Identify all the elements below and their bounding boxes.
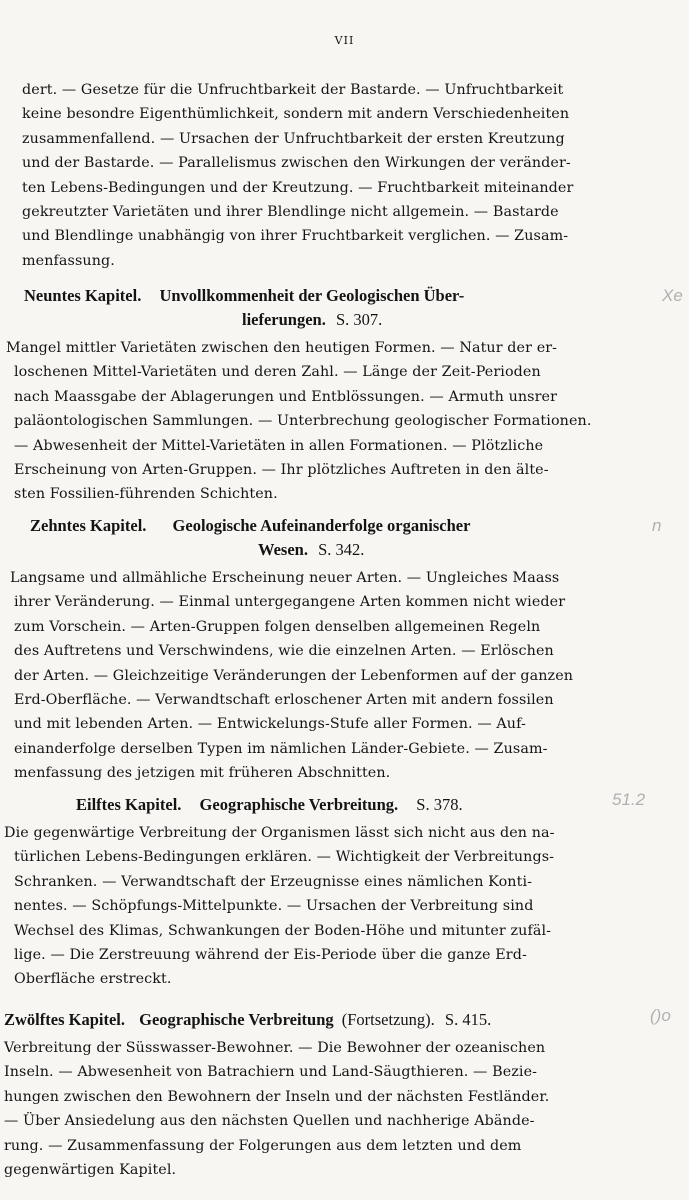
chapter-label: Zwölftes Kapitel. (4, 1010, 125, 1029)
text-line: Erd-Oberfläche. — Verwandtschaft erloschener Arten mit andern fossilen (14, 692, 554, 709)
chapter-label: Neuntes Kapitel. (24, 286, 142, 305)
text-line: Wechsel des Klimas, Schwankungen der Boden-Höhe und mitunter zufäl- (14, 922, 552, 939)
chapter-title: Geologische Aufeinanderfolge organischer (172, 516, 471, 535)
text-line: Langsame und allmähliche Erscheinung neuer Arten. — Ungleiches Maass (10, 570, 560, 586)
text-line: Erscheinung von Arten-Gruppen. — Ihr plötzliches Auftreten in den älte- (14, 462, 549, 479)
chapter-11 (4, 793, 664, 992)
chapter-title: Unvollkommenheit der Geologischen Über- (159, 286, 465, 305)
text-line: Schranken. — Verwandtschaft der Erzeugnisse eines nämlichen Konti- (14, 873, 533, 890)
margin-annotation: ()o (650, 1006, 671, 1025)
text-line: zum Vorschein. — Arten-Gruppen folgen denselben allgemeinen Regeln (14, 618, 541, 635)
margin-annotation: Xe (662, 286, 683, 305)
text-line: keine besondre Eigenthümlichkeit, sondern mit andern Verschiedenheiten (22, 106, 570, 123)
text-line: sten Fossilien-führenden Schichten. (14, 486, 278, 503)
chapter-summary (10, 566, 664, 786)
intro-paragraph (22, 78, 662, 273)
text-line: einanderfolge derselben Typen im nämlichen Länder-Gebiete. — Zusam- (14, 740, 548, 757)
text-line: gekreutzter Varietäten und ihrer Blendlinge nicht allgemein. — Bastarde (22, 204, 559, 221)
chapter-page-ref: S. 415. (444, 1010, 492, 1029)
text-line: Verbreitung der Süsswasser-Bewohner. — Die Bewohner der ozeanischen (4, 1040, 546, 1056)
text-line: nentes. — Schöpfungs-Mittelpunkte. — Ursachen der Verbreitung sind (14, 898, 534, 915)
chapter-summary (4, 821, 664, 992)
text-line: und der Bastarde. — Parallelismus zwischen den Wirkungen der veränder- (22, 155, 571, 172)
margin-annotation: 51.2 (612, 790, 646, 809)
chapter-heading (14, 284, 664, 332)
chapter-label: Eilftes Kapitel. (76, 795, 182, 814)
chapter-title-suffix: (Fortsetzung). (341, 1010, 435, 1029)
page-number: VII (334, 34, 355, 47)
text-line: des Auftretens und Verschwindens, wie die einzelnen Arten. — Erlöschen (14, 643, 554, 660)
chapter-heading (4, 1008, 664, 1032)
chapter-page-ref: S. 307. (336, 310, 383, 329)
chapter-page-ref: S. 342. (318, 540, 365, 559)
chapter-heading (14, 514, 664, 562)
chapter-label: Zehntes Kapitel. (30, 516, 147, 535)
chapter-title-continued: Wesen. (258, 540, 308, 559)
chapter-10 (10, 514, 664, 786)
margin-annotation: n (652, 516, 662, 535)
text-line: und mit lebenden Arten. — Entwickelungs-Stufe aller Formen. — Auf- (14, 716, 526, 733)
text-line: ihrer Veränderung. — Einmal untergegangene Arten kommen nicht wieder (14, 594, 566, 611)
text-line: Mangel mittler Varietäten zwischen den heutigen Formen. — Natur der er- (6, 340, 558, 356)
chapter-title: Geographische Verbreitung. (199, 795, 399, 814)
text-line: loschenen Mittel-Varietäten und deren Zahl. — Länge der Zeit-Perioden (14, 364, 541, 381)
text-line: ten Lebens-Bedingungen und der Kreutzung. — Fruchtbarkeit miteinander (22, 179, 574, 196)
text-line: dert. — Gesetze für die Unfruchtbarkeit der Bastarde. — Unfruchtbarkeit (22, 82, 564, 98)
text-line: Die gegenwärtige Verbreitung der Organismen lässt sich nicht aus den na- (4, 825, 555, 841)
text-line: Inseln. — Abwesenheit von Batrachiern und Land-Säugthieren. — Bezie- (4, 1064, 538, 1081)
chapter-summary (6, 336, 664, 507)
chapter-12 (4, 1008, 664, 1182)
chapter-title-continued: lieferungen. (242, 310, 326, 329)
text-line: nach Maassgabe der Ablagerungen und Entblössungen. — Armuth unsrer (14, 388, 558, 405)
text-line: menfassung. (22, 252, 115, 269)
text-line: und Blendlinge unabhängig von ihrer Fruchtbarkeit verglichen. — Zusam- (22, 228, 569, 245)
text-line: paläontologischen Sammlungen. — Unterbrechung geologischer Formationen. (14, 413, 592, 430)
text-line: zusammenfallend. — Ursachen der Unfruchtbarkeit der ersten Kreutzung (22, 130, 565, 147)
text-line: — Über Ansiedelung aus den nächsten Quellen und nachherige Abände- (4, 1113, 535, 1130)
chapter-title: Geographische Verbreitung (139, 1010, 334, 1029)
chapter-summary (4, 1036, 664, 1182)
text-line: rung. — Zusammenfassung der Folgerungen aus dem letzten und dem (4, 1137, 522, 1154)
text-line: lige. — Die Zerstreuung während der Eis-Periode über die ganze Erd- (14, 947, 527, 964)
chapter-9 (6, 284, 664, 507)
text-line: — Abwesenheit der Mittel-Varietäten in allen Formationen. — Plötzliche (14, 437, 544, 454)
text-line: türlichen Lebens-Bedingungen erklären. — Wichtigkeit der Verbreitungs- (14, 849, 555, 866)
text-line: menfassung des jetzigen mit früheren Abschnitten. (14, 765, 391, 782)
chapter-heading (14, 793, 664, 817)
text-line: gegenwärtigen Kapitel. (4, 1162, 177, 1179)
chapter-page-ref: S. 378. (416, 795, 463, 814)
text-line: hungen zwischen den Bewohnern der Inseln und der nächsten Festländer. (4, 1088, 550, 1105)
text-line: Oberfläche erstreckt. (14, 971, 172, 988)
text-line: der Arten. — Gleichzeitige Veränderungen der Lebenformen auf der ganzen (14, 667, 574, 684)
